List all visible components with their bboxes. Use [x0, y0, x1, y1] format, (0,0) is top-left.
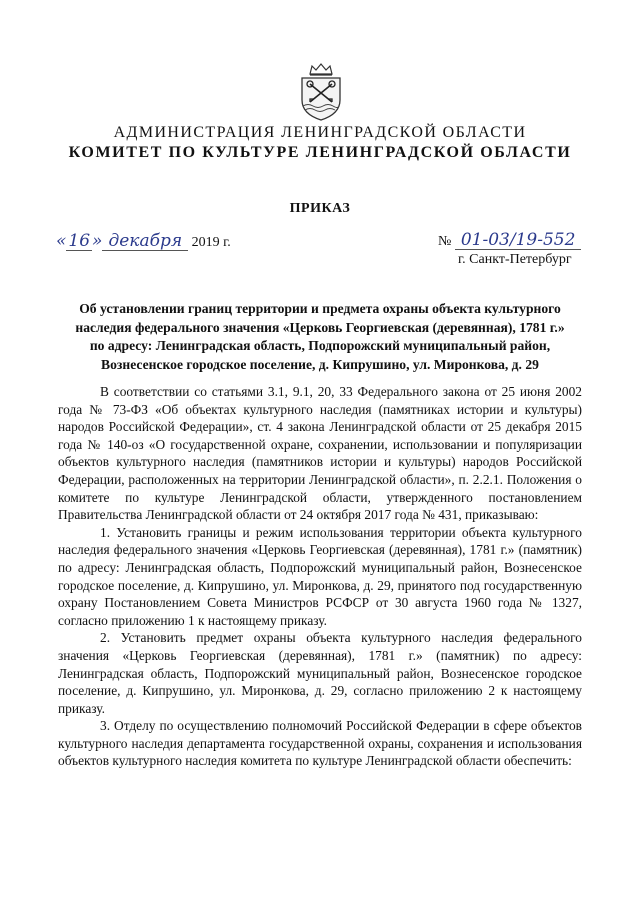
document-body: [58, 383, 582, 770]
document-city: г. Санкт-Петербург: [458, 252, 572, 267]
document-number: [438, 231, 581, 250]
document-subject: [60, 300, 580, 374]
organization-line-1: АДМИНИСТРАЦИЯ ЛЕНИНГРАДСКОЙ ОБЛАСТИ: [113, 124, 527, 141]
number-prefix: №: [438, 234, 452, 249]
order-item-3: 3. Отделу по осуществлению полномочий Российской Федерации в сфере объектов культурного наследия департамента государственной охраны, сохранения и использования объектов культурного наследия комитета по культуре Ленинградской области обеспечить:: [58, 718, 582, 769]
leningrad-oblast-coat-of-arms-icon: [298, 62, 344, 122]
preamble-paragraph: В соответствии со статьями 3.1, 9.1, 20, 33 Федерального закона от 25 июня 2002 года № 73-ФЗ «Об объектах культурного наследия (памятниках истории и культуры) народов Российской Федерации», ст. 4 закона Ленинградской области от 25 декабря 2015 года № 140-оз «О государственной охране, сохранении, использовании и популяризации объектов культурного наследия (памятников истории и культуры) народов Российской Федерации, расположенных на территории Ленинградской области», п. 2.2.1. Положения о комитете по культуре Ленинградской области, утвержденного постановлением Правительства Ленинградской области от 24 октября 2017 года № 431, приказываю:: [58, 384, 582, 523]
document-type-title: ПРИКАЗ: [289, 201, 351, 216]
date-day: 16: [68, 231, 91, 251]
subject-line-1: Об установлении границ территории и предмета охраны объекта культурного: [79, 301, 561, 316]
date-open-quote: «: [56, 231, 67, 251]
date-year: 2019 г.: [191, 235, 231, 250]
subject-line-4: Вознесенское городское поселение, д. Кипрушино, ул. Миронкова, д. 29: [101, 356, 539, 372]
number-value: 01-03/19-552: [455, 231, 582, 250]
date-close-quote: »: [92, 231, 103, 251]
document-date: [56, 231, 231, 255]
order-item-1: 1. Установить границы и режим использования территории объекта культурного наследия федерального значения «Церковь Георгиевская (деревянная), 1781 г.» (памятник) по адресу: Ленинградская область, Подпорожский муниципальный район, Вознесенское городское поселение, д. Кипрушино, ул. Миронкова, д. 29, принятого под государственную охрану Постановлением Совета Министров РСФСР от 30 августа 1960 года № 1327, согласно приложению 1 к настоящему приказу.: [58, 524, 582, 628]
subject-line-2: наследия федерального значения «Церковь Георгиевская (деревянная), 1781 г.»: [75, 319, 565, 335]
date-month: декабря: [102, 232, 188, 251]
subject-line-3: по адресу: Ленинградская область, Подпорожский муниципальный район,: [89, 338, 551, 353]
order-item-2: 2. Установить предмет охраны объекта культурного наследия федерального значения «Церковь Георгиевская (деревянная), 1781 г.» (памятник) по адресу: Ленинградская область, Подпорожский муниципальный район, Вознесенское городское поселение, д. Кипрушино, ул. Миронкова, д. 29, согласно приложению 2 к настоящему приказу.: [58, 630, 582, 716]
organization-line-2: КОМИТЕТ ПО КУЛЬТУРЕ ЛЕНИНГРАДСКОЙ ОБЛАСТИ: [68, 144, 572, 161]
